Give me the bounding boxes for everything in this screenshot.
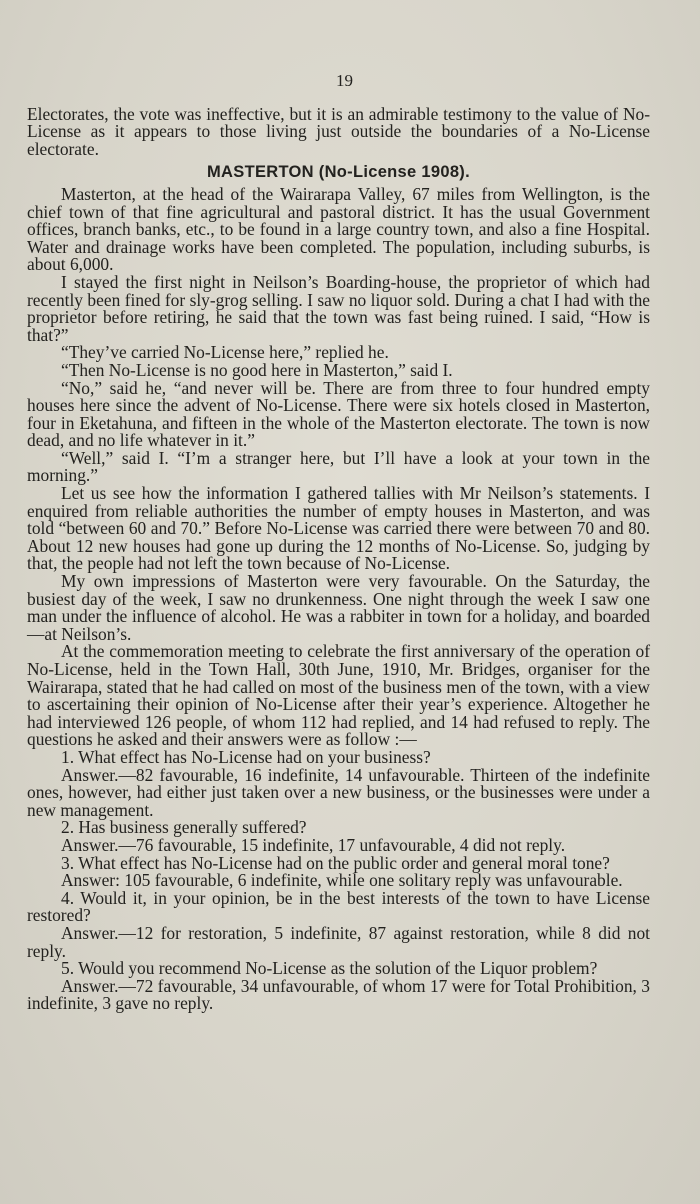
answer-1: Answer.—82 favourable, 16 indefinite, 14 unfavourable. Thirteen of the indefinite ones, however, had either just taken over a new business, or the businesses were under a new management.: [27, 764, 650, 820]
paragraph-dialogue: “No,” said he, “and never will be. There are from three to four hundred empty houses here since the advent of No-License. There were six hotels closed in Masterton, four in Eketahuna, and fifteen in the whole of the Masterton electorate. The town is now dead, and no life whatever in it.”: [27, 377, 650, 451]
page-number: 19: [336, 71, 353, 90]
intro-paragraph: Electorates, the vote was ineffective, but it is an admirable testimony to the value of No-License as it appears to those living just outside the boundaries of a No-License electorate.: [27, 103, 650, 159]
paragraph-impressions: My own impressions of Masterton were very favourable. On the Saturday, the busiest day of the week, I saw no drunkenness. One night through the week I saw one man under the influence of alcohol. He was a rabbiter in town for a holiday, and boarded—at Neilson’s.: [27, 571, 650, 644]
paragraph-masterton-description: Masterton, at the head of the Wairarapa Valley, 67 miles from Wellington, is the chief town of that fine agricultural and pastoral district. It has the usual Government offices, branch banks, etc., to be found in a large country town, and also a fine Hospital. Water and drainage works have been completed. The population, including suburbs, is about 6,000.: [27, 183, 650, 275]
question-5: 5. Would you recommend No-License as the solution of the Liquor problem?: [61, 958, 598, 979]
paragraph-dialogue: “They’ve carried No-License here,” replied he.: [61, 342, 389, 363]
answer-5: Answer.—72 favourable, 34 unfavourable, of whom 17 were for Total Prohibition, 3 indefinite, 3 gave no reply.: [27, 975, 650, 1014]
paragraph-boarding-house: I stayed the first night in Neilson’s Boarding-house, the proprietor of which had recently been fined for sly-grog selling. I saw no liquor sold. During a chat I had with the proprietor before retiring, he said that the town was fast being ruined. I said, “How is that?”: [27, 271, 650, 345]
answer-4: Answer.—12 for restoration, 5 indefinite, 87 against restoration, while 8 did not reply.: [27, 922, 650, 961]
answer-3: Answer: 105 favourable, 6 indefinite, while one solitary reply was unfavourable.: [61, 870, 623, 891]
page-content: [27, 72, 650, 1013]
question-3: 3. What effect has No-License had on the public order and general moral tone?: [61, 852, 610, 873]
question-4: 4. Would it, in your opinion, be in the best interests of the town to have License restored?: [27, 887, 650, 926]
question-2: 2. Has business generally suffered?: [61, 817, 307, 838]
paragraph-empty-houses: Let us see how the information I gathered tallies with Mr Neilson’s statements. I enquired from reliable authorities the number of empty houses in Masterton, and was told “between 60 and 70.” Before No-License was carried there were between 70 and 80. About 12 new houses had gone up during the 12 months of No-License. So, judging by that, the people had not left the town because of No-License.: [27, 483, 650, 574]
answer-2: Answer.—76 favourable, 15 indefinite, 17 unfavourable, 4 did not reply.: [61, 834, 566, 855]
paragraph-dialogue: “Well,” said I. “I’m a stranger here, but I’ll have a look at your town in the morning.”: [27, 447, 650, 486]
paragraph-commemoration: At the commemoration meeting to celebrate the first anniversary of the operation of No-License, held in the Town Hall, 30th June, 1910, Mr. Bridges, organiser for the Wairarapa, stated that he had called on most of the business men of the town, with a view to ascertaining their opinion of No-License after their year’s experience. Altogether he had interviewed 126 people, of whom 112 had replied, and 14 had refused to reply. The questions he asked and their answers were as follow :—: [27, 641, 650, 750]
section-heading: MASTERTON (No-License 1908).: [207, 163, 470, 182]
question-1: 1. What effect has No-License had on your business?: [61, 746, 431, 767]
paragraph-dialogue: “Then No-License is no good here in Masterton,” said I.: [61, 359, 453, 380]
